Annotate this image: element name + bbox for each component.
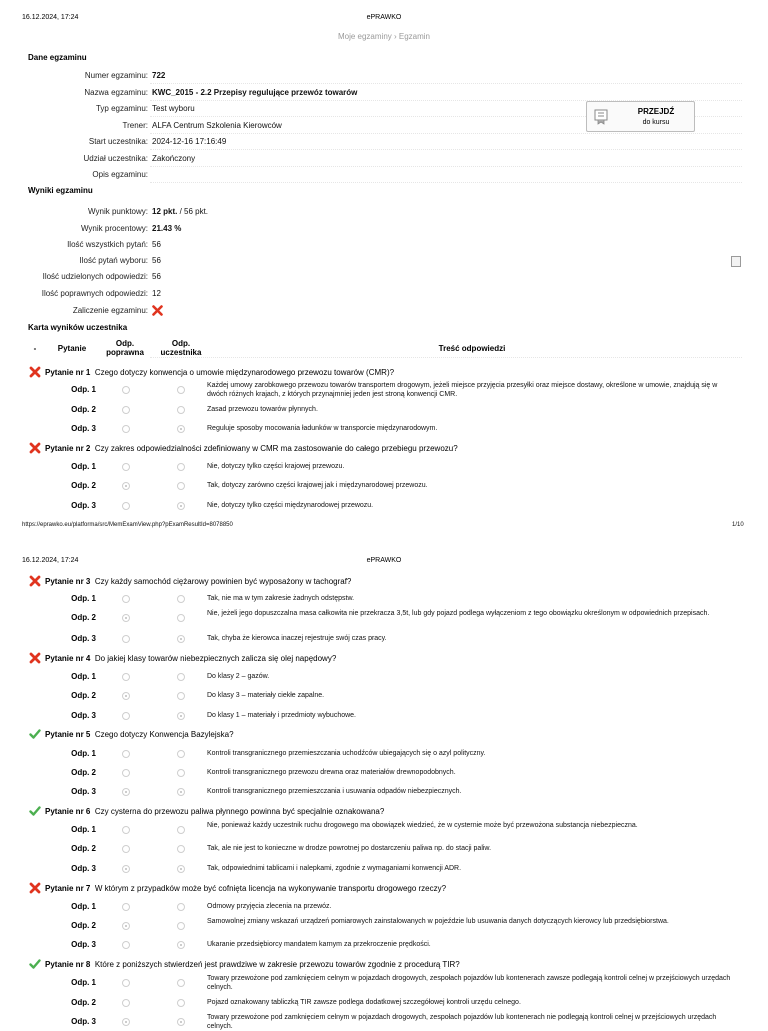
participant-answer-radio [177, 750, 185, 758]
print-date-page2: 16.12.2024, 17:24 [22, 557, 79, 564]
exam-data-value: Zakończony [152, 154, 196, 163]
question-number: Pytanie nr 4 [45, 654, 91, 663]
correct-answer-radio [122, 1018, 130, 1026]
answer-label: Odp. 1 [71, 825, 96, 834]
app-title: ePRAWKO [366, 14, 402, 21]
answer-label: Odp. 2 [71, 613, 96, 622]
fail-x-icon [29, 366, 41, 378]
exam-data-label: Numer egzaminu: [84, 71, 148, 80]
question-number: Pytanie nr 6 [45, 807, 91, 816]
exam-data-label: Nazwa egzaminu: [84, 88, 148, 97]
correct-answer-radio [122, 692, 130, 700]
result-label: Ilość poprawnych odpowiedzi: [41, 289, 148, 298]
answer-label: Odp. 2 [71, 921, 96, 930]
go-to-course-title: PRZEJDŹ [637, 107, 675, 116]
correct-answer-radio [122, 979, 130, 987]
participant-answer-radio [177, 482, 185, 490]
exam-data-label: Typ egzaminu: [95, 104, 148, 113]
result-label: Zaliczenie egzaminu: [72, 306, 148, 315]
participant-answer-radio [177, 769, 185, 777]
answer-text: Tak, ale nie jest to konieczne w drodze powrotnej po dostarczeniu paliwa np. do stacji paliw. [207, 845, 492, 852]
footer-url[interactable]: https://eprawko.eu/platforma/src/MemExamView.php?pExamResultId=8078850 [22, 522, 233, 528]
answer-text: Towary przewożone pod zamknięciem celnym w pojazdach drogowych, zespołach pojazdów lub kontenerach nie podlegają kontroli celnej w przejściowych urzędach celnych. [207, 1014, 717, 1030]
participant-answer-radio [177, 463, 185, 471]
answer-label: Odp. 1 [71, 385, 96, 394]
answer-label: Odp. 3 [71, 424, 96, 433]
result-label: Ilość udzielonych odpowiedzi: [42, 272, 148, 281]
result-label: Ilość wszystkich pytań: [67, 240, 148, 249]
answer-text: Nie, dotyczy tylko części krajowej przewozu. [207, 463, 345, 470]
exam-data-label: Trener: [122, 121, 148, 130]
question-number: Pytanie nr 7 [45, 884, 91, 893]
correct-answer-radio [122, 865, 130, 873]
broken-image-icon [731, 256, 741, 267]
result-value [152, 240, 161, 249]
answer-text: Kontroli transgranicznego przemieszczania uchodźców ubiegających się o azyl polityczny. [207, 750, 486, 757]
correct-answer-radio [122, 788, 130, 796]
correct-answer-radio [122, 903, 130, 911]
participant-answer-radio [177, 386, 185, 394]
answer-label: Odp. 1 [71, 462, 96, 471]
question-number: Pytanie nr 3 [45, 577, 91, 586]
result-label: Ilość pytań wyboru: [79, 256, 148, 265]
answer-label: Odp. 2 [71, 691, 96, 700]
participant-answer-radio [177, 1018, 185, 1026]
exam-data-value: KWC_2015 - 2.2 Przepisy regulujące przewóz towarów [152, 88, 358, 97]
correct-answer-radio [122, 502, 130, 510]
exam-data-value: 722 [152, 71, 166, 80]
question-text: Czy cysterna do przewozu paliwa płynnego powinna być specjalnie oznakowana? [94, 807, 385, 816]
answer-label: Odp. 3 [71, 1017, 96, 1026]
answer-card-title: Karta wyników uczestnika [28, 323, 128, 332]
correct-answer-radio [122, 595, 130, 603]
app-title-page2: ePRAWKO [366, 557, 402, 564]
correct-answer-radio [122, 425, 130, 433]
answer-text: Do klasy 3 – materiały ciekłe zapalne. [207, 692, 325, 699]
answer-label: Odp. 1 [71, 749, 96, 758]
answer-label: Odp. 3 [71, 864, 96, 873]
col-participant: Odp. uczestnika [160, 339, 202, 357]
result-value-rest: 56 [152, 256, 161, 265]
correct-answer-radio [122, 673, 130, 681]
fail-x-icon [152, 305, 163, 316]
participant-answer-radio [177, 999, 185, 1007]
row-separator [150, 166, 742, 167]
answer-text: Pojazd oznakowany tabliczką TIR zawsze podlega dodatkowej szczegółowej kontroli urzędu celnego. [207, 999, 521, 1006]
answer-text: Nie, dotyczy tylko części międzynarodowej przewozu. [207, 502, 374, 509]
participant-answer-radio [177, 941, 185, 949]
question-text: Czego dotyczy konwencja o umowie międzynarodowego przewozu towarów (CMR)? [94, 368, 395, 377]
results-title: Wyniki egzaminu [28, 186, 93, 195]
answer-label: Odp. 2 [71, 998, 96, 1007]
result-value-rest: 56 [152, 272, 161, 281]
correct-answer-radio [122, 614, 130, 622]
pass-check-icon [29, 728, 41, 740]
participant-answer-radio [177, 595, 185, 603]
correct-answer-radio [122, 482, 130, 490]
correct-answer-radio [122, 941, 130, 949]
question-text: Czego dotyczy Konwencja Bazylejska? [94, 730, 234, 739]
participant-answer-radio [177, 406, 185, 414]
correct-answer-radio [122, 386, 130, 394]
participant-answer-radio [177, 673, 185, 681]
question-text: W którym z przypadków może być cofnięta licencja na wykonywanie transportu drogowego rzeczy? [94, 884, 447, 893]
result-value-rest: 56 [152, 240, 161, 249]
answer-label: Odp. 1 [71, 672, 96, 681]
result-value [152, 256, 161, 265]
breadcrumb[interactable]: Moje egzaminy › Egzamin [337, 32, 431, 41]
exam-data-label: Udział uczestnika: [83, 154, 148, 163]
question-row [45, 730, 234, 739]
header-separator [150, 357, 742, 358]
answer-text: Do klasy 2 – gazów. [207, 673, 270, 680]
participant-answer-radio [177, 692, 185, 700]
answer-text: Odmowy przyjęcia zlecenia na przewóz. [207, 903, 332, 910]
result-value [152, 289, 161, 298]
correct-answer-radio [122, 845, 130, 853]
answer-text: Kontroli transgranicznego przewozu drewna oraz materiałów drewnopodobnych. [207, 769, 456, 776]
answer-label: Odp. 3 [71, 711, 96, 720]
exam-data-title: Dane egzaminu [28, 53, 87, 62]
participant-answer-radio [177, 845, 185, 853]
correct-answer-radio [122, 999, 130, 1007]
result-label: Wynik punktowy: [88, 207, 148, 216]
correct-answer-radio [122, 712, 130, 720]
answer-text: Tak, odpowiednimi tablicami i nalepkami, zgodnie z wymaganiami konwencji ADR. [207, 865, 462, 872]
question-row [45, 444, 458, 453]
exam-data-value: 2024-12-16 17:16:49 [152, 137, 227, 146]
answer-text: Każdej umowy zarobkowego przewozu towarów transportem drogowym, jeżeli miejsce przyjęcia przesyłki oraz miejsce dostawy, określone w umowie, znajdują się w dwóch różnych krajach, z których przynajmniej jeden jest stroną konwencji CMR. [207, 382, 718, 398]
result-value-rest: / 56 pkt. [177, 207, 209, 216]
participant-answer-radio [177, 788, 185, 796]
answer-text: Reguluje sposoby mocowania ładunków w transporcie międzynarodowym. [207, 425, 438, 432]
correct-answer-radio [122, 463, 130, 471]
fail-x-icon [29, 882, 41, 894]
answer-label: Odp. 3 [71, 634, 96, 643]
participant-answer-radio [177, 502, 185, 510]
question-row [45, 884, 446, 893]
answer-label: Odp. 1 [71, 978, 96, 987]
participant-answer-radio [177, 979, 185, 987]
print-date: 16.12.2024, 17:24 [22, 14, 79, 21]
participant-answer-radio [177, 614, 185, 622]
answer-label: Odp. 2 [71, 481, 96, 490]
result-label: Wynik procentowy: [80, 224, 148, 233]
participant-answer-radio [177, 635, 185, 643]
question-text: Które z poniższych stwierdzeń jest prawdziwe w zakresie przewozu towarów zgodnie z procedurą TIR? [94, 960, 460, 969]
participant-answer-radio [177, 425, 185, 433]
answer-label: Odp. 3 [71, 787, 96, 796]
book-icon [594, 109, 608, 125]
answer-text: Nie, jeżeli jego dopuszczalna masa całkowita nie przekracza 3,5t, lub gdy pojazd podlega wyłączeniom z tego obowiązku określonym w odpowiednich przepisach. [207, 610, 710, 617]
col-content: Treść odpowiedzi [438, 344, 506, 353]
question-number: Pytanie nr 5 [45, 730, 91, 739]
go-to-course-subtitle: do kursu [642, 119, 670, 126]
result-value-bold: 21.43 % [152, 224, 182, 233]
question-text: Do jakiej klasy towarów niebezpiecznych zalicza się olej napędowy? [94, 654, 337, 663]
result-value-rest: 12 [152, 289, 161, 298]
answer-label: Odp. 3 [71, 501, 96, 510]
answer-label: Odp. 3 [71, 940, 96, 949]
exam-data-value: Test wyboru [152, 104, 195, 113]
participant-answer-radio [177, 903, 185, 911]
row-separator [150, 182, 742, 183]
answer-text: Tak, nie ma w tym zakresie żadnych odstępstw. [207, 595, 355, 602]
answer-label: Odp. 2 [71, 405, 96, 414]
correct-answer-radio [122, 769, 130, 777]
correct-answer-radio [122, 826, 130, 834]
question-text: Czy każdy samochód ciężarowy powinien być wyposażony w tachograf? [94, 577, 352, 586]
answer-text: Towary przewożone pod zamknięciem celnym w pojazdach drogowych, zespołach pojazdów lub kontenerach zawsze podlegają kontroli celnej w przejściowych urzędach celnych. [207, 975, 731, 991]
exam-data-label: Start uczestnika: [88, 137, 148, 146]
result-value [152, 207, 208, 216]
result-value [152, 224, 181, 233]
correct-answer-radio [122, 635, 130, 643]
answer-text: Ukaranie przedsiębiorcy mandatem karnym za przekroczenie prędkości. [207, 941, 431, 948]
col-correct: Odp. poprawna [106, 339, 144, 357]
row-separator [150, 83, 742, 84]
pass-check-icon [29, 805, 41, 817]
participant-answer-radio [177, 922, 185, 930]
exam-data-value: ALFA Centrum Szkolenia Kierowców [152, 121, 282, 130]
participant-answer-radio [177, 826, 185, 834]
question-number: Pytanie nr 2 [45, 444, 91, 453]
result-value [152, 272, 161, 281]
question-number: Pytanie nr 8 [45, 960, 91, 969]
correct-answer-radio [122, 750, 130, 758]
question-row [45, 368, 394, 377]
exam-data-label: Opis egzaminu: [92, 170, 148, 179]
participant-answer-radio [177, 712, 185, 720]
correct-answer-radio [122, 922, 130, 930]
go-to-course-button[interactable] [586, 101, 695, 132]
answer-label: Odp. 1 [71, 902, 96, 911]
pass-check-icon [29, 958, 41, 970]
answer-text: Tak, chyba że kierowca inaczej rejestruje swój czas pracy. [207, 635, 387, 642]
answer-label: Odp. 2 [71, 768, 96, 777]
question-number: Pytanie nr 1 [45, 368, 91, 377]
answer-text: Tak, dotyczy zarówno części krajowej jak i międzynarodowej przewozu. [207, 482, 428, 489]
col-dash: - [33, 344, 37, 353]
correct-answer-radio [122, 406, 130, 414]
question-row [45, 807, 384, 816]
fail-x-icon [29, 652, 41, 664]
row-separator [150, 149, 742, 150]
answer-text: Samowolnej zmiany wskazań urządzeń pomiarowych zainstalowanych w pojeździe lub usuwania danych dotyczących kierowcy lub przedsiębiorstwa. [207, 918, 669, 925]
question-text: Czy zakres odpowiedzialności zdefiniowany w CMR ma zastosowanie do całego przebiegu przewozu? [94, 444, 458, 453]
question-row [45, 960, 460, 969]
fail-x-icon [29, 442, 41, 454]
col-question: Pytanie [57, 344, 87, 353]
answer-text: Kontroli transgranicznego przemieszczania i usuwania odpadów niebezpiecznych. [207, 788, 462, 795]
result-value [152, 305, 163, 318]
answer-label: Odp. 1 [71, 594, 96, 603]
question-row [45, 654, 336, 663]
answer-text: Zasad przewozu towarów płynnych. [207, 406, 318, 413]
fail-x-icon [29, 575, 41, 587]
row-separator [150, 133, 742, 134]
participant-answer-radio [177, 865, 185, 873]
answer-text: Nie, ponieważ każdy uczestnik ruchu drogowego ma obowiązek wiedzieć, że w cysternie może być przewożona substancja niebezpieczna. [207, 822, 638, 829]
result-value-bold: 12 pkt. [152, 207, 178, 216]
answer-label: Odp. 2 [71, 844, 96, 853]
answer-text: Do klasy 1 – materiały i przedmioty wybuchowe. [207, 712, 357, 719]
page-number: 1/10 [732, 522, 744, 528]
question-row [45, 577, 351, 586]
